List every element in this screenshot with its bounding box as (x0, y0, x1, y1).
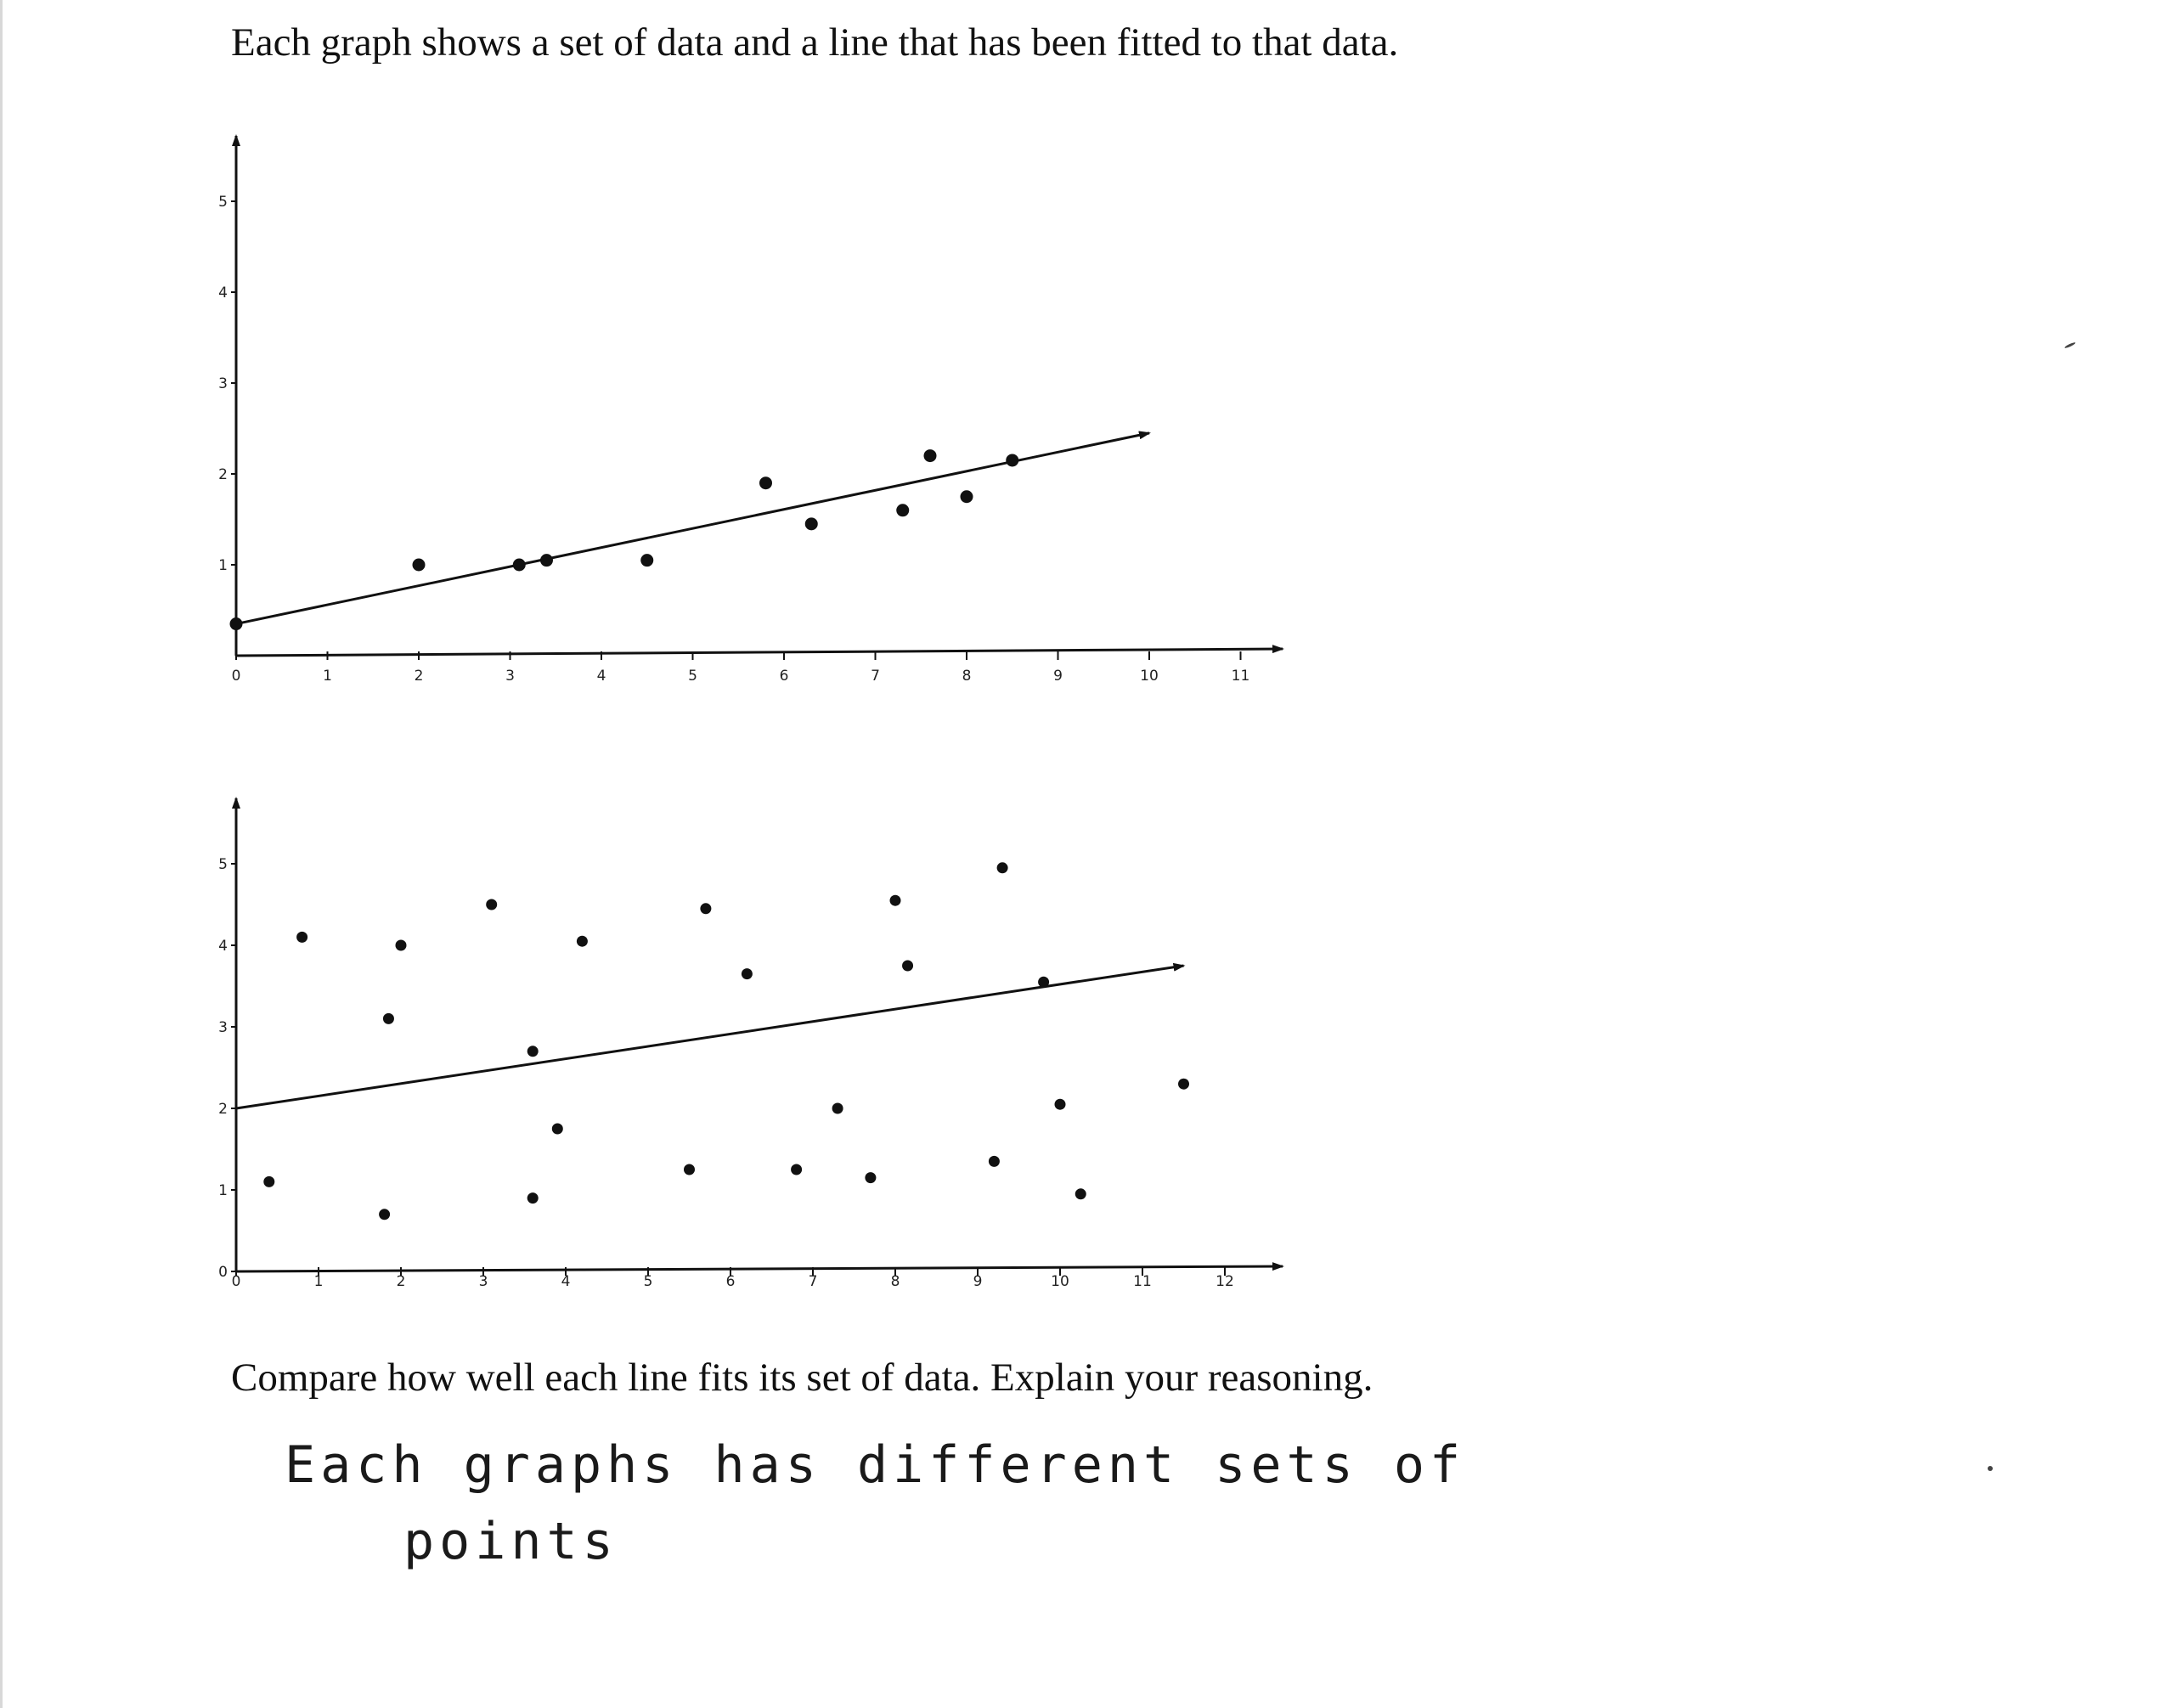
x-tick-label: 5 (688, 668, 697, 685)
data-point (396, 940, 407, 951)
data-point (1055, 1099, 1066, 1110)
y-tick-label: 4 (218, 285, 228, 302)
data-point (383, 1013, 394, 1024)
data-point (527, 1192, 539, 1203)
x-tick-label: 12 (1216, 1273, 1234, 1290)
y-tick-label: 4 (218, 938, 228, 955)
y-tick-label: 5 (218, 856, 228, 873)
handwritten-answer-line-2: points (403, 1512, 618, 1571)
x-tick-label: 6 (725, 1273, 736, 1290)
x-tick-label: 4 (596, 668, 606, 685)
x-tick-label: 8 (962, 668, 972, 685)
chart-2-layer (218, 798, 1283, 1290)
data-point (865, 1172, 876, 1183)
compare-prompt: Compare how well each line fits its set of data. Explain your reasoning. (231, 1356, 1373, 1400)
y-tick-label: 2 (218, 1101, 228, 1118)
handwritten-answer-line-1: Each graphs has different sets of (285, 1435, 1466, 1495)
x-tick-label: 3 (478, 1273, 488, 1290)
x-axis (236, 1266, 1283, 1271)
question-prompt: Each graph shows a set of data and a line that has been fitted to that data. (231, 20, 1399, 65)
data-point (989, 1156, 1000, 1167)
y-tick-label: 5 (218, 194, 228, 211)
x-tick-label: 7 (808, 1273, 818, 1290)
x-tick-label: 6 (779, 668, 789, 685)
x-tick-label: 9 (973, 1273, 983, 1290)
x-tick-label: 0 (231, 1273, 241, 1290)
data-point (263, 1176, 274, 1187)
scan-speck (1988, 1466, 1993, 1471)
data-point (890, 895, 901, 906)
data-point (552, 1124, 563, 1135)
data-point (684, 1164, 695, 1175)
x-tick-label: 2 (414, 668, 424, 685)
x-tick-label: 1 (323, 668, 332, 685)
x-tick-label: 10 (1140, 668, 1159, 685)
y-tick-label: 3 (218, 1019, 228, 1036)
data-point (296, 932, 307, 943)
x-tick-label: 1 (313, 1273, 324, 1290)
y-tick-label: 3 (218, 375, 228, 392)
x-tick-label: 10 (1051, 1273, 1069, 1290)
x-tick-label: 5 (643, 1273, 653, 1290)
data-point (1178, 1079, 1189, 1090)
data-point (997, 862, 1008, 873)
y-tick-label: 0 (218, 1264, 228, 1281)
data-point (791, 1164, 802, 1175)
data-point (379, 1209, 390, 1220)
x-tick-label: 7 (871, 668, 880, 685)
x-tick-label: 3 (505, 668, 515, 685)
x-tick-label: 11 (1231, 668, 1250, 685)
data-point (577, 936, 588, 947)
x-tick-label: 4 (561, 1273, 571, 1290)
x-tick-label: 9 (1053, 668, 1063, 685)
y-tick-label: 2 (218, 466, 228, 483)
data-point (832, 1103, 843, 1114)
x-tick-label: 11 (1133, 1273, 1152, 1290)
x-tick-label: 8 (890, 1273, 900, 1290)
data-point (700, 903, 711, 914)
x-tick-label: 2 (396, 1273, 406, 1290)
data-point (902, 961, 913, 972)
data-point (1038, 977, 1049, 988)
data-point (1075, 1188, 1086, 1199)
x-tick-label: 0 (231, 668, 241, 685)
data-point (742, 968, 753, 979)
y-tick-label: 1 (218, 1182, 228, 1199)
data-point (527, 1046, 539, 1057)
data-point (486, 899, 497, 910)
y-tick-label: 1 (218, 557, 228, 574)
